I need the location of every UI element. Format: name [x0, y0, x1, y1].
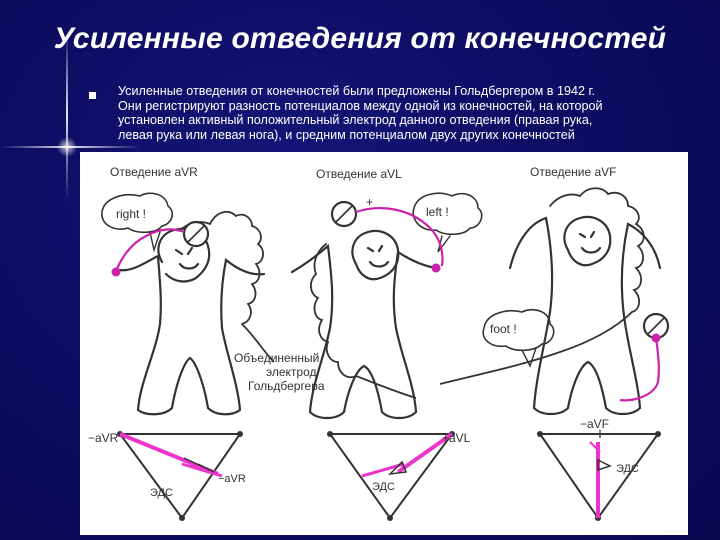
electrode-dot-avf — [652, 334, 661, 343]
bullet-line: левая рука или левая нога), и средним потенциалом двух других конечностей — [118, 127, 575, 142]
electrode-wire-avr — [116, 229, 184, 272]
bullet-marker — [89, 92, 96, 99]
figure-avr — [102, 193, 264, 414]
leads-figure-svg — [80, 152, 688, 535]
electrode-dot-avr — [112, 268, 121, 277]
bullet-line: Они регистрируют разность потенциалов между одной из конечностей, на которой — [118, 98, 603, 113]
bubble-text-right: right ! — [116, 207, 147, 221]
plus-sign: + — [366, 195, 374, 209]
lead-label-avl: Отведение aVL — [316, 167, 402, 181]
triangle-avr — [88, 431, 246, 521]
bullet-line: установлен активный положительный электрод данного отведения (правая рука, — [118, 113, 593, 127]
electrode-caption-line1: Объединенный — [234, 351, 320, 365]
electrode-caption-line2: электрод — [266, 365, 317, 379]
tri-avf-eds: ЭДС — [616, 463, 639, 475]
tri-avr-neg: −aVR — [88, 431, 119, 445]
tri-avl-pos: +aVL — [442, 431, 471, 445]
tri-avr-eds: ЭДС — [150, 487, 173, 499]
bullet-text — [118, 84, 678, 142]
tri-avr-pos: −aVR — [218, 473, 246, 485]
electrode-wire-avf — [620, 338, 659, 400]
tri-avl-eds: ЭДС — [372, 481, 395, 493]
lead-label-avr: Отведение aVR — [110, 165, 198, 179]
tri-avf-neg: −aVF — [580, 417, 610, 431]
bullet-line: Усиленные отведения от конечностей были предложены Гольдбергером в 1942 г. — [118, 84, 596, 98]
leads-illustration — [80, 152, 688, 535]
electrode-dot-avl — [432, 264, 441, 273]
lead-label-avf: Отведение aVF — [530, 165, 617, 179]
triangle-avl — [327, 431, 471, 521]
electrode-caption-line3: Гольдбергера — [248, 379, 325, 393]
figure-avf — [483, 188, 668, 414]
slide-title: Усиленные отведения от конечностей — [53, 22, 667, 55]
triangle-avf — [537, 417, 661, 521]
bubble-text-foot: foot ! — [490, 322, 517, 336]
bubble-text-left: left ! — [426, 205, 449, 219]
